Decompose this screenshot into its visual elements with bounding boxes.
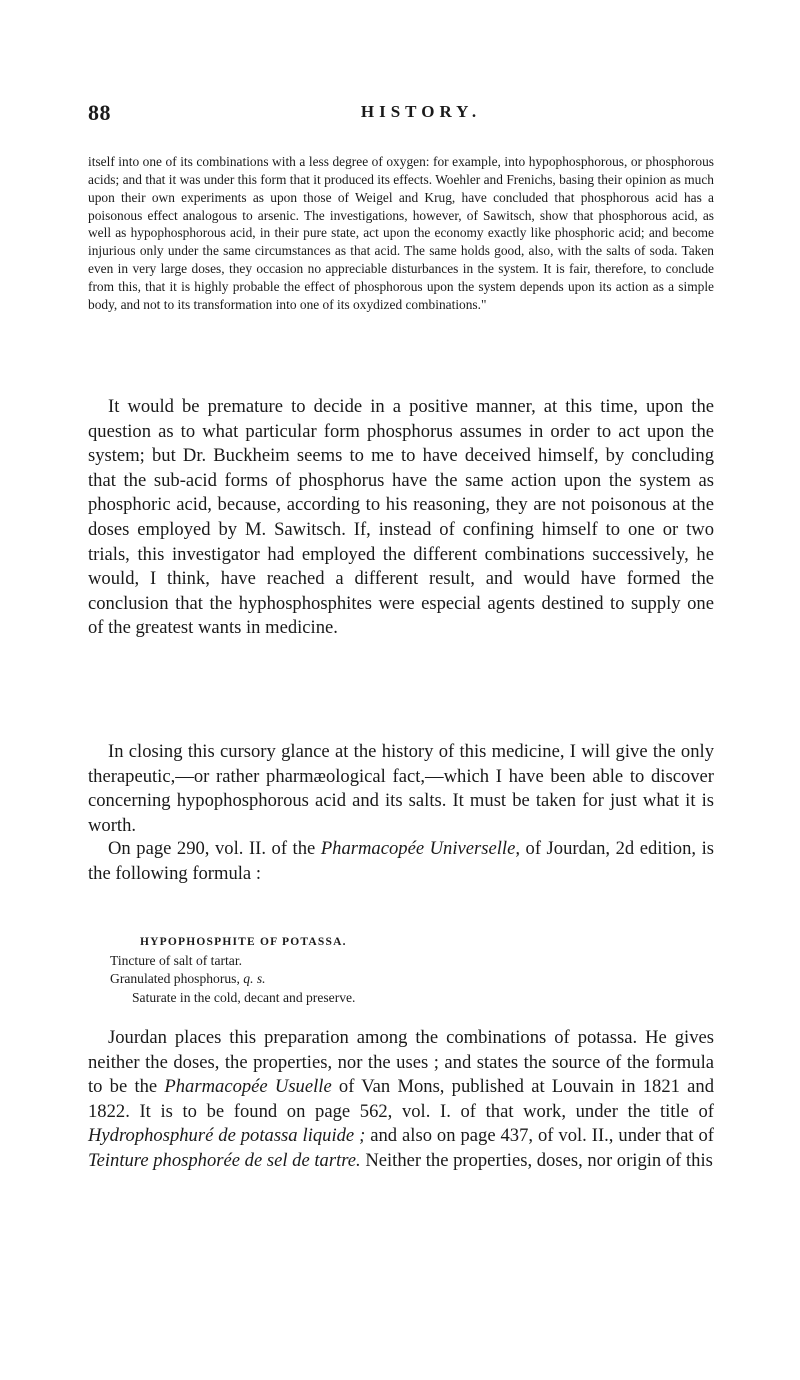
pharmacopee-usuelle-title: Pharmacopée Usuelle: [164, 1076, 332, 1098]
running-head: [88, 100, 714, 130]
paragraph-jourdan: [88, 1026, 714, 1174]
jourdan-text-a: Jourdan places this preparation among the combinations of potassa. He gives neither the doses, the properties, nor the uses ; and states the source of the formula to be the: [88, 1027, 714, 1098]
pharmacopee-universelle-title: Pharmacopée Universelle,: [320, 838, 520, 859]
paragraph-premature: It would be premature to decide in a positive manner, at this time, upon the question as to what particular form phosphorus assumes in order to act upon the system; but Dr. Buckheim seems to me to have deceived himself, by concluding that the sub-acid forms of phosphorus have the same action upon the system as phosphoric acid, because, according to his reasoning, they are not poisonous at the doses employed by M. Sawitsch. If, instead of confining himself to one or two trials, this investigator had employed the different combinations successively, he would, I think, have reached a different result, and would have formed the conclusion that the hyphosphosphites were especial agents destined to supply one of the greatest wants in medicine.: [88, 396, 714, 639]
formula-quantity: q. s.: [243, 971, 266, 987]
jourdan-text-b: of Van Mons, published at Louvain in 1821 and 1822. It is to be found on page 562, vol. I. of that work, under the title of: [88, 1076, 714, 1122]
paragraph-closing: In closing this cursory glance at the history of this medicine, I will give the only therapeutic,—or rather pharmæological fact,—which I have been able to discover concerning hypophosphorous acid and its salts. It must be taken for just what it is worth.: [88, 741, 714, 836]
quoted-passage: itself into one of its combinations with a less degree of oxygen: for example, into hypophosphorous, or phosphorous acids; and that it was under this form that it produced its effects. Woehler and Frenichs, basing their opinion as much upon their own experiments as upon those of Weigel and Krug, have concluded that phosphorous acid has a poisonous effect analogous to arsenic. The investigations, however, of Sawitsch, show that phosphorous acid, as well as hypophosphorous acid, in their pure state, act upon the economy exactly like phosphoric acid; and become injurious only under the same circumstances as that acid. The same holds good, also, with the salts of soda. Taken even in very large doses, they occasion no appreciable disturbances in the system. It is fair, therefore, to conclude from this, that it is highly probable the effect of phosphorous upon the system depends upon its action as a simple body, and not to its transformation into one of its oxydized combinations.": [88, 154, 714, 312]
formula-ingredient-2-text: Granulated phosphorus,: [110, 971, 244, 987]
formula-instruction: Saturate in the cold, decant and preserve.: [132, 989, 356, 1005]
running-title: HISTORY.: [360, 102, 482, 121]
formula-block: [88, 933, 714, 1007]
jourdan-text-d: Neither the properties, doses, nor origin of this: [360, 1149, 713, 1171]
formula-ingredient-2: [110, 970, 714, 989]
formula-title: HYPOPHOSPHITE OF POTASSA.: [140, 936, 347, 948]
jourdan-text-c: and also on page 437, of vol. II., under that of: [365, 1125, 714, 1147]
page-number: 88: [88, 100, 111, 125]
paragraph-formula-intro: [88, 837, 714, 886]
hydrophosphure-title: Hydrophosphuré de potassa liquide ;: [88, 1125, 366, 1147]
formula-ingredient-1: Tincture of salt of tartar.: [110, 952, 243, 968]
formula-intro-text-end: of Jourdan, 2d edition, is the following formula :: [88, 838, 714, 884]
teinture-title: Teinture phosphorée de sel de tartre.: [88, 1149, 361, 1171]
formula-intro-text: On page 290, vol. II. of the: [108, 838, 321, 859]
